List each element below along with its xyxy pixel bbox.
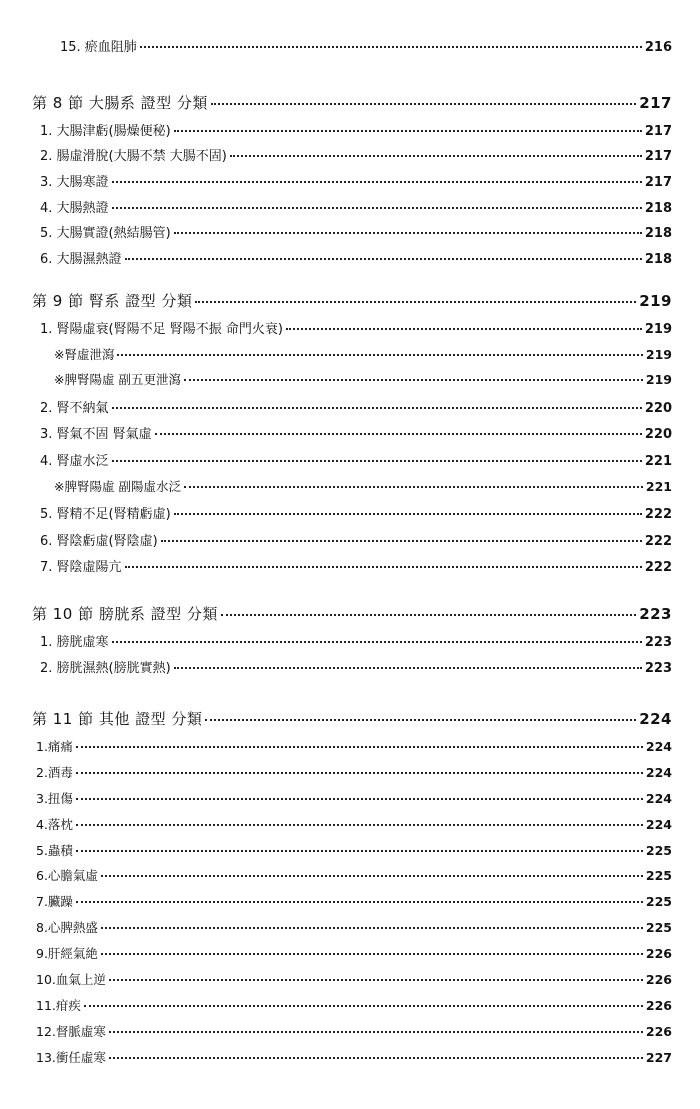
toc-entry-page: 218 — [644, 252, 672, 267]
dot-leader — [205, 719, 636, 721]
dot-leader — [76, 772, 643, 774]
toc-entry-page: 224 — [645, 791, 672, 806]
toc-entry-page: 224 — [645, 817, 672, 832]
toc-entry-page: 218 — [644, 201, 672, 216]
toc-entry — [40, 556, 672, 578]
toc-entry-label: 6. 腎陰虧虛(腎陰虛) — [40, 534, 158, 549]
toc-entry-page: 222 — [644, 560, 672, 575]
toc-entry — [36, 944, 672, 966]
section-heading-label: 第 9 節 腎系 證型 分類 — [32, 292, 193, 310]
toc-entry-label: 9.肝經氣絶 — [36, 946, 98, 961]
toc-entry — [36, 866, 672, 888]
dot-leader — [174, 232, 642, 234]
dot-leader — [125, 566, 642, 568]
toc-entry-label: 3. 腎氣不固 腎氣虛 — [40, 427, 152, 442]
toc-entry-label: 2. 膀胱濕熱(膀胱實熱) — [40, 661, 171, 676]
toc-entry-label: 1.痛痛 — [36, 739, 73, 754]
toc-entry — [36, 1022, 672, 1044]
toc-entry-page: 219 — [645, 347, 672, 362]
toc-entry-label: 6. 大腸濕熱證 — [40, 252, 122, 267]
toc-entry — [36, 763, 672, 785]
dot-leader — [109, 1031, 643, 1033]
dot-leader — [112, 641, 642, 643]
section-heading-page: 219 — [639, 292, 672, 310]
toc-entry — [40, 171, 672, 193]
toc-entry-label: 10.血氣上逆 — [36, 972, 106, 987]
section-heading — [32, 708, 672, 730]
toc-entry-label: ※脾腎陽虛 副五更泄瀉 — [54, 372, 181, 387]
toc-entry-page: 222 — [644, 534, 672, 549]
toc-entry-label: 5. 腎精不足(腎精虧虛) — [40, 507, 171, 522]
toc-entry-label: ※腎虛泄瀉 — [54, 347, 115, 362]
dot-leader — [125, 258, 642, 260]
dot-leader — [117, 354, 642, 356]
toc-entry — [36, 841, 672, 863]
dot-leader — [286, 328, 642, 330]
toc-entry — [40, 530, 672, 552]
toc-entry — [54, 345, 672, 367]
toc-entry — [40, 222, 672, 244]
toc-entry-label: ※脾腎陽虛 副陽虛水泛 — [54, 479, 181, 494]
toc-entry-label: 1. 膀胱虛寒 — [40, 635, 109, 650]
toc-entry-label: 6.心膽氣虛 — [36, 868, 98, 883]
toc-entry-label: 1. 腎陽虛衰(腎陽不足 腎陽不振 命門火衰) — [40, 322, 283, 337]
toc-entry-page: 225 — [645, 843, 672, 858]
toc-entry-page: 221 — [645, 479, 672, 494]
toc-entry — [40, 318, 672, 340]
toc-entry-page: 226 — [645, 998, 672, 1013]
toc-entry-page: 224 — [645, 739, 672, 754]
toc-entry-label: 2. 腎不納氣 — [40, 401, 109, 416]
toc-entry — [40, 397, 672, 419]
toc-entry-label: 7.臟躁 — [36, 894, 73, 909]
toc-entry-page: 217 — [644, 124, 672, 139]
dot-leader — [101, 953, 643, 955]
toc-entry-label: 4. 腎虛水泛 — [40, 454, 109, 469]
dot-leader — [211, 103, 636, 105]
dot-leader — [174, 513, 642, 515]
dot-leader — [76, 901, 643, 903]
toc-entry-label: 4. 大腸熱證 — [40, 201, 109, 216]
toc-entry-page: 225 — [645, 920, 672, 935]
toc-entry — [60, 36, 672, 58]
toc-entry — [54, 477, 672, 499]
dot-leader — [76, 824, 643, 826]
toc-entry — [54, 370, 672, 392]
toc-entry-label: 2.酒毒 — [36, 765, 73, 780]
dot-leader — [112, 181, 642, 183]
dot-leader — [112, 407, 642, 409]
toc-entry-page: 224 — [645, 765, 672, 780]
dot-leader — [101, 927, 643, 929]
section-heading-page: 223 — [639, 605, 672, 623]
toc-entry-page: 222 — [644, 507, 672, 522]
toc-entry-page: 226 — [645, 972, 672, 987]
toc-entry-page: 221 — [644, 454, 672, 469]
toc-entry-page: 220 — [644, 401, 672, 416]
section-heading — [32, 603, 672, 625]
section-heading — [32, 290, 672, 312]
toc-entry-label: 8.心脾熱盛 — [36, 920, 98, 935]
dot-leader — [161, 540, 642, 542]
toc-entry-label: 12.督脈虛寒 — [36, 1024, 106, 1039]
dot-leader — [174, 667, 642, 669]
toc-entry-page: 217 — [644, 149, 672, 164]
toc-entry — [36, 892, 672, 914]
toc-entry — [36, 1048, 672, 1070]
dot-leader — [184, 379, 643, 381]
toc-entry-page: 219 — [645, 372, 672, 387]
toc-entry-label: 1. 大腸津虧(腸燥便秘) — [40, 124, 171, 139]
dot-leader — [101, 875, 643, 877]
toc-entry-page: 218 — [644, 226, 672, 241]
toc-entry-label: 11.疳疾 — [36, 998, 81, 1013]
toc-entry-page: 225 — [645, 894, 672, 909]
toc-entry — [40, 145, 672, 167]
toc-entry-page: 223 — [644, 635, 672, 650]
section-heading-label: 第 8 節 大腸系 證型 分類 — [32, 94, 208, 112]
toc-entry — [40, 197, 672, 219]
dot-leader — [76, 798, 643, 800]
dot-leader — [174, 130, 642, 132]
dot-leader — [195, 301, 636, 303]
toc-entry-label: 13.衝任虛寒 — [36, 1050, 106, 1065]
dot-leader — [230, 155, 642, 157]
toc-entry — [40, 120, 672, 142]
toc-entry — [40, 423, 672, 445]
toc-entry-page: 226 — [645, 1024, 672, 1039]
toc-entry — [36, 970, 672, 992]
toc-entry-page: 220 — [644, 427, 672, 442]
toc-entry-label: 3.扭傷 — [36, 791, 73, 806]
toc-entry — [36, 918, 672, 940]
dot-leader — [140, 46, 642, 48]
dot-leader — [109, 1057, 643, 1059]
toc-entry-page: 219 — [644, 322, 672, 337]
toc-entry — [40, 450, 672, 472]
dot-leader — [112, 207, 642, 209]
dot-leader — [155, 433, 642, 435]
dot-leader — [184, 486, 643, 488]
toc-entry-label: 4.落枕 — [36, 817, 73, 832]
toc-entry-page: 223 — [644, 661, 672, 676]
toc-entry — [36, 789, 672, 811]
dot-leader — [109, 979, 643, 981]
dot-leader — [112, 460, 642, 462]
dot-leader — [221, 614, 636, 616]
toc-entry — [40, 503, 672, 525]
section-heading-page: 224 — [639, 710, 672, 728]
section-heading — [32, 92, 672, 114]
dot-leader — [76, 746, 643, 748]
toc-entry — [36, 996, 672, 1018]
toc-entry-page: 216 — [644, 40, 672, 55]
toc-entry — [40, 631, 672, 653]
toc-entry-label: 3. 大腸寒證 — [40, 175, 109, 190]
toc-entry — [40, 248, 672, 270]
toc-entry-label: 7. 腎陰虛陽亢 — [40, 560, 122, 575]
toc-entry — [36, 737, 672, 759]
dot-leader — [76, 850, 643, 852]
dot-leader — [84, 1005, 643, 1007]
section-heading-label: 第 10 節 膀胱系 證型 分類 — [32, 605, 218, 623]
toc-entry-page: 217 — [644, 175, 672, 190]
toc-entry-page: 226 — [645, 946, 672, 961]
toc-entry-label: 2. 腸虛滑脫(大腸不禁 大腸不固) — [40, 149, 227, 164]
toc-entry-page: 227 — [645, 1050, 672, 1065]
toc-entry-page: 225 — [645, 868, 672, 883]
toc-entry-label: 5. 大腸實證(熱結腸管) — [40, 226, 171, 241]
toc-entry — [36, 815, 672, 837]
toc-entry-label: 5.蟲積 — [36, 843, 73, 858]
toc-entry-label: 15. 瘀血阻肺 — [60, 40, 137, 55]
section-heading-page: 217 — [639, 94, 672, 112]
section-heading-label: 第 11 節 其他 證型 分類 — [32, 710, 203, 728]
toc-entry — [40, 657, 672, 679]
